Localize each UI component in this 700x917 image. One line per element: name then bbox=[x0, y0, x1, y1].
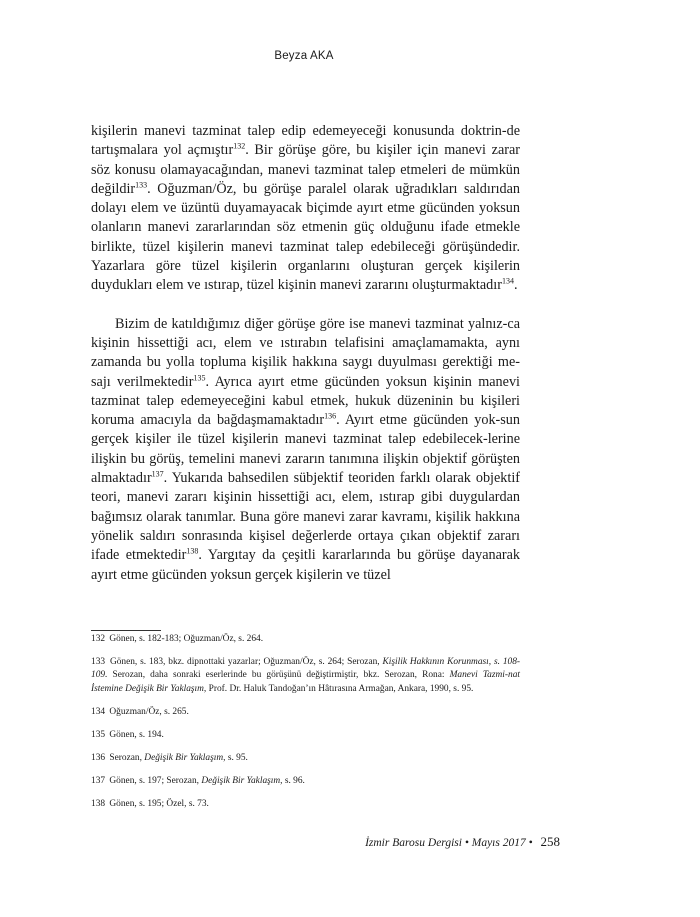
text-run: s. 95. bbox=[225, 752, 248, 763]
text-run: Serozan, daha sonraki eserlerinde bu görüşünü değiştirmiştir, bkz. Serozan, Rona: bbox=[107, 670, 450, 681]
text-run: Gönen, s. 197; Serozan, bbox=[109, 776, 202, 787]
text-run: kişilerin manevi tazminat talep edip edemeyeceği konusunda doktrin-de tartışmalara yol açmıştır bbox=[91, 123, 520, 159]
text-run: . Bir görüşe göre, bu kişiler için manevi zarar söz konusu olamayacağından, manevi tazminat talep etmeleri de mümkün değildir bbox=[91, 142, 521, 197]
footnote-ref: 134 bbox=[501, 276, 514, 286]
footnote-number: 136 bbox=[91, 752, 106, 763]
paragraph-1 bbox=[91, 122, 520, 296]
text-run: Prof. Dr. Haluk Tandoğan’ın Hâtırasına Armağan, Ankara, 1990, s. 95. bbox=[206, 683, 474, 694]
footnote-137 bbox=[91, 775, 520, 788]
footnote-ref: 133 bbox=[135, 180, 148, 190]
text-run: . Ayırt etme gücünden yok-sun gerçek kişiler ile tüzel kişilerin manevi tazminat talep edebilecek-lerine ilişkin bu görüş, temelini manevi zararın tanımına ilişkin objektif görüşten almaktadır bbox=[91, 412, 520, 487]
running-header: Beyza AKA bbox=[274, 50, 334, 62]
italic-text: Manevi Tazmi-nat İstemine Değişik Bir Yaklaşım, bbox=[91, 670, 520, 694]
text-run: Gönen, s. 195; Özel, s. 73. bbox=[109, 799, 209, 810]
text-run: . bbox=[513, 277, 518, 294]
footnote-number: 137 bbox=[91, 776, 106, 787]
main-body bbox=[91, 122, 520, 585]
text-run: Serozan, bbox=[109, 752, 145, 763]
footnote-134 bbox=[91, 706, 520, 719]
text-run: Oğuzman/Öz, s. 265. bbox=[109, 706, 189, 717]
italic-text: Kişilik Hakkının Korunması, s. 108-109. bbox=[91, 657, 521, 681]
italic-text: Değişik Bir Yaklaşım, bbox=[144, 752, 226, 763]
page-footer bbox=[0, 834, 560, 850]
text-run: s. 96. bbox=[282, 776, 305, 787]
footnote-number: 133 bbox=[91, 657, 106, 668]
footnote-separator bbox=[91, 630, 161, 631]
footnote-ref: 135 bbox=[193, 372, 206, 382]
footnote-number: 138 bbox=[91, 799, 106, 810]
journal-name: İzmir Barosu Dergisi • Mayıs 2017 • bbox=[365, 837, 533, 849]
footnote-138 bbox=[91, 798, 520, 811]
text-run: . Yukarıda bahsedilen sübjektif teoriden farklı olarak objektif teori, manevi zararı kişinin hissettiği acı, elem, ıstırap gibi duygulardan bağımsız olarak tanımlar. Buna göre manevi zarar kavramı, kişilik hakkına yönelik saldırı sonrasında kişisel değerlerde ortaya çıkan objektif zararı ifade etmektedir bbox=[91, 470, 520, 564]
footnotes bbox=[91, 633, 520, 821]
italic-text: Değişik Bir Yaklaşım, bbox=[201, 776, 283, 787]
footnote-136 bbox=[91, 752, 520, 765]
footnote-number: 135 bbox=[91, 729, 106, 740]
footnote-133 bbox=[91, 656, 520, 696]
text-run: . Ayrıca ayırt etme gücünden yoksun kişinin manevi tazminat talep edemeyeceğini kabul etmek, hukuk düzeninin bu kişileri koruma amacıyla da bağdaşmamaktadır bbox=[91, 373, 520, 429]
paragraph-2 bbox=[91, 315, 520, 585]
text-run: Gönen, s. 194. bbox=[109, 729, 164, 740]
footnote-132 bbox=[91, 633, 520, 646]
text-run: Gönen, s. 183, bkz. dipnottaki yazarlar; Oğuzman/Öz, s. 264; Serozan, bbox=[109, 657, 383, 668]
footnote-ref: 136 bbox=[324, 411, 337, 421]
footnote-number: 134 bbox=[91, 706, 106, 717]
text-run: . Yargıtay da çeşitli kararlarında bu görüşe dayanarak ayırt etme gücünden yoksun gerçek kişilerin ve tüzel bbox=[91, 547, 520, 583]
footnote-ref: 132 bbox=[233, 141, 246, 151]
footnote-ref: 138 bbox=[186, 546, 199, 556]
footnote-ref: 137 bbox=[151, 469, 164, 479]
footnote-number: 132 bbox=[91, 634, 106, 644]
text-run: Gönen, s. 182-183; Oğuzman/Öz, s. 264. bbox=[109, 634, 264, 644]
text-run: . Oğuzman/Öz, bu görüşe paralel olarak uğradıkları saldırıdan dolayı elem ve üzüntü duyamayacak biçimde ayırt etme gücünden yoksun olanların manevi zararlarından söz etmenin güç olduğunu ifade etmekle birlikte, tüzel kişilerin manevi tazminat talep edebileceği görüşündedir. Yazarlara göre tüzel kişilerin organlarını oluşturan gerçek kişilerin duydukları elem ve ıstırap, tüzel kişinin manevi zararını oluşturmaktadır bbox=[91, 180, 520, 294]
page-number: 258 bbox=[540, 834, 560, 849]
text-run: Bizim de katıldığımız diğer görüşe göre ise manevi tazminat yalnız-ca kişinin hissettiği acı, elem ve ıstırabın telafisini amaçlamamakta, aynı zamanda bu yolla topluma kişilik hakkına saygı duyulması gerektiği me-sajı verilmektedir bbox=[91, 315, 520, 390]
footnote-135 bbox=[91, 729, 520, 742]
